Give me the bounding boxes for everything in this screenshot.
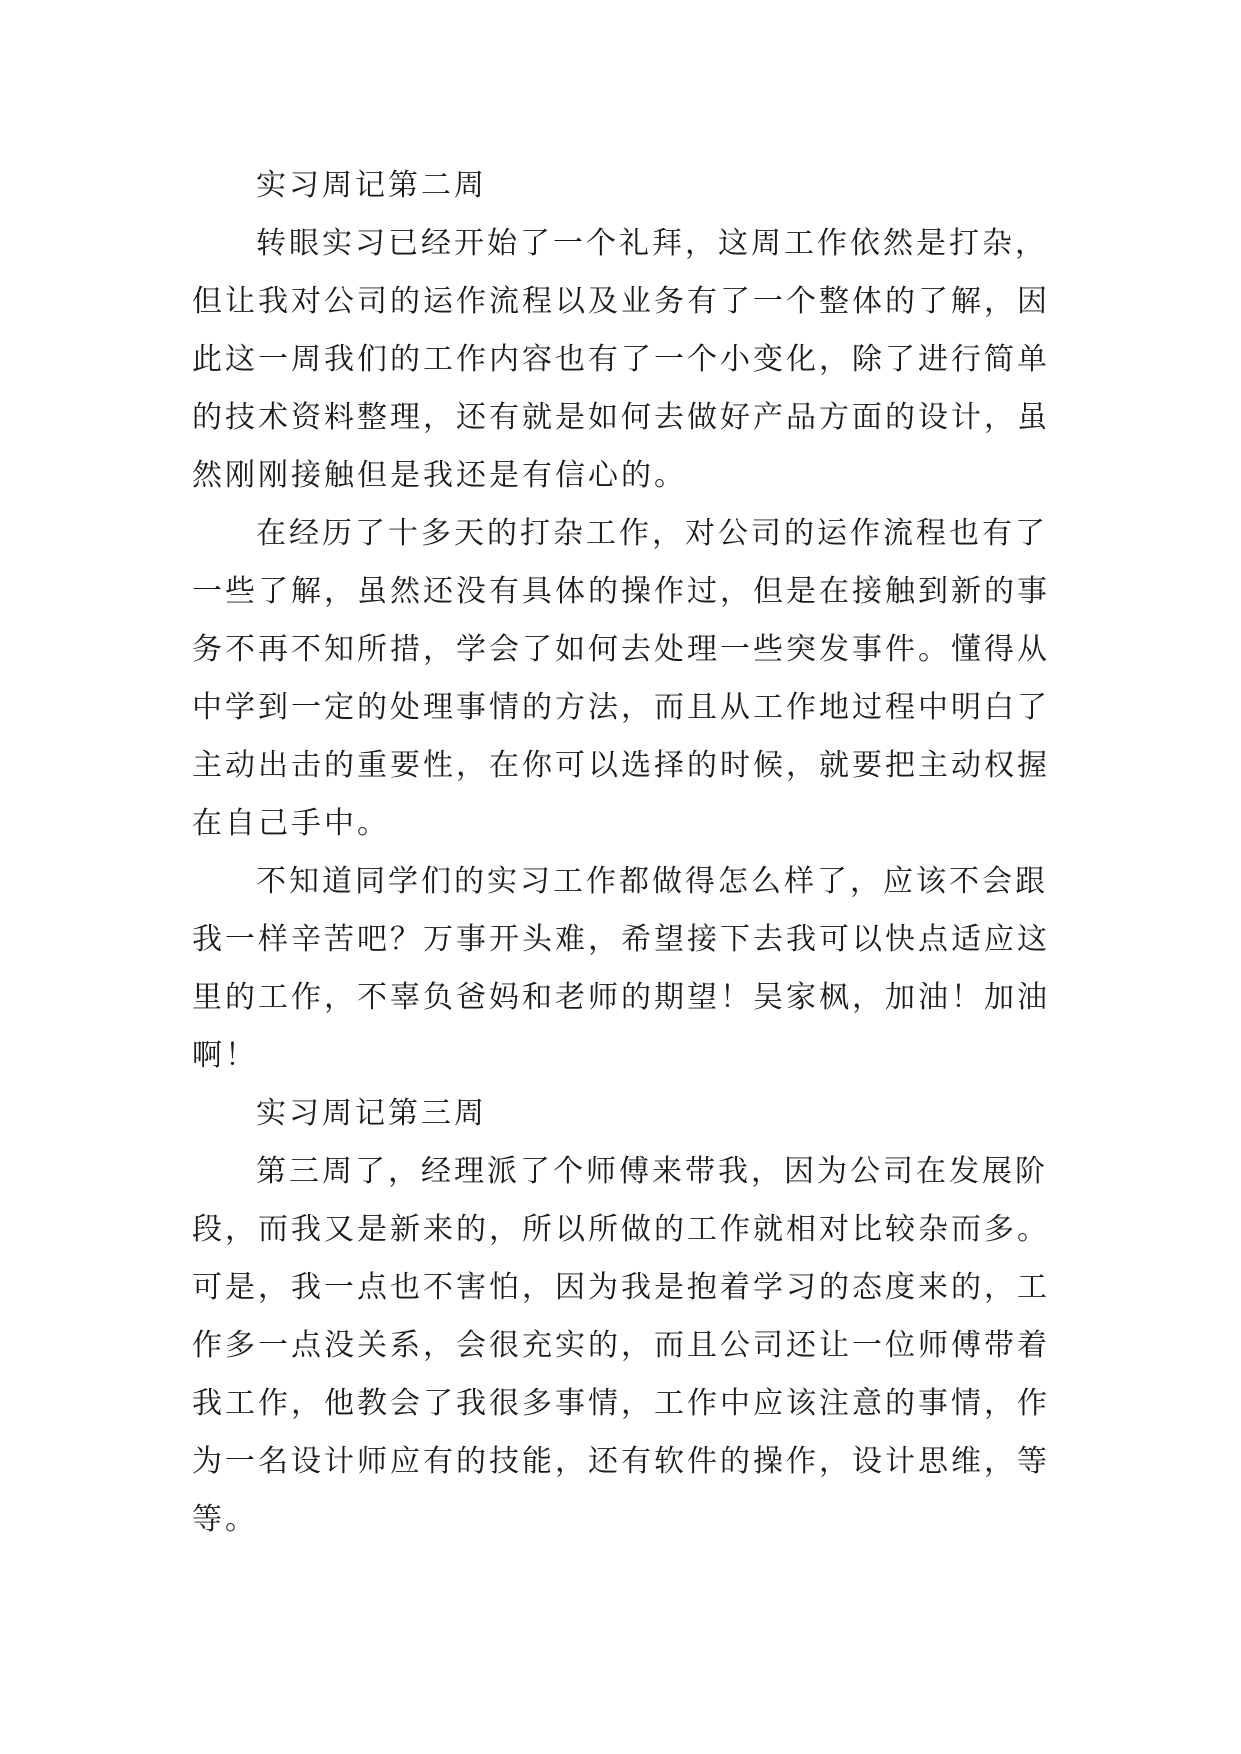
text-line: 段，而我又是新来的，所以所做的工作就相对比较杂而多。 (192, 1212, 1050, 1247)
text-line: 我一样辛苦吧？万事开头难，希望接下去我可以快点适应这 (192, 922, 1050, 957)
paragraph-week3-1 (192, 1143, 1054, 1549)
heading-week3: 实习周记第三周 (256, 1096, 487, 1131)
text-line: 在经历了十多天的打杂工作，对公司的运作流程也有了 (256, 516, 1048, 551)
text-line: 不知道同学们的实习工作都做得怎么样了，应该不会跟 (256, 864, 1048, 899)
text-line: 主动出击的重要性，在你可以选择的时候，就要把主动权握 (192, 748, 1050, 783)
text-line: 一些了解，虽然还没有具体的操作过，但是在接触到新的事 (192, 574, 1050, 609)
text-line: 但让我对公司的运作流程以及业务有了一个整体的了解，因 (192, 284, 1050, 319)
text-line: 然刚刚接触但是我还是有信心的。 (192, 458, 687, 493)
text-line: 里的工作，不辜负爸妈和老师的期望！吴家枫，加油！加油 (192, 980, 1050, 1015)
paragraph-week2-3 (192, 853, 1054, 1085)
text-line: 的技术资料整理，还有就是如何去做好产品方面的设计，虽 (192, 400, 1050, 435)
text-line: 作多一点没关系，会很充实的，而且公司还让一位师傅带着 (192, 1328, 1050, 1363)
text-line: 在自己手中。 (192, 806, 390, 841)
text-line: 转眼实习已经开始了一个礼拜，这周工作依然是打杂， (256, 226, 1048, 261)
text-line: 等。 (192, 1502, 258, 1537)
text-line: 第三周了，经理派了个师傅来带我，因为公司在发展阶 (256, 1154, 1048, 1189)
paragraph-week2-2 (192, 505, 1054, 853)
text-line: 啊！ (192, 1038, 258, 1073)
paragraph-week2-1 (192, 215, 1054, 505)
text-line: 务不再不知所措，学会了如何去处理一些突发事件。懂得从 (192, 632, 1050, 667)
heading-week2: 实习周记第二周 (256, 168, 487, 203)
document-body (192, 157, 1054, 1549)
text-line: 此这一周我们的工作内容也有了一个小变化，除了进行简单 (192, 342, 1050, 377)
text-line: 中学到一定的处理事情的方法，而且从工作地过程中明白了 (192, 690, 1050, 725)
text-line: 为一名设计师应有的技能，还有软件的操作，设计思维，等 (192, 1444, 1050, 1479)
text-line: 我工作，他教会了我很多事情，工作中应该注意的事情，作 (192, 1386, 1050, 1421)
text-line: 可是，我一点也不害怕，因为我是抱着学习的态度来的，工 (192, 1270, 1050, 1305)
